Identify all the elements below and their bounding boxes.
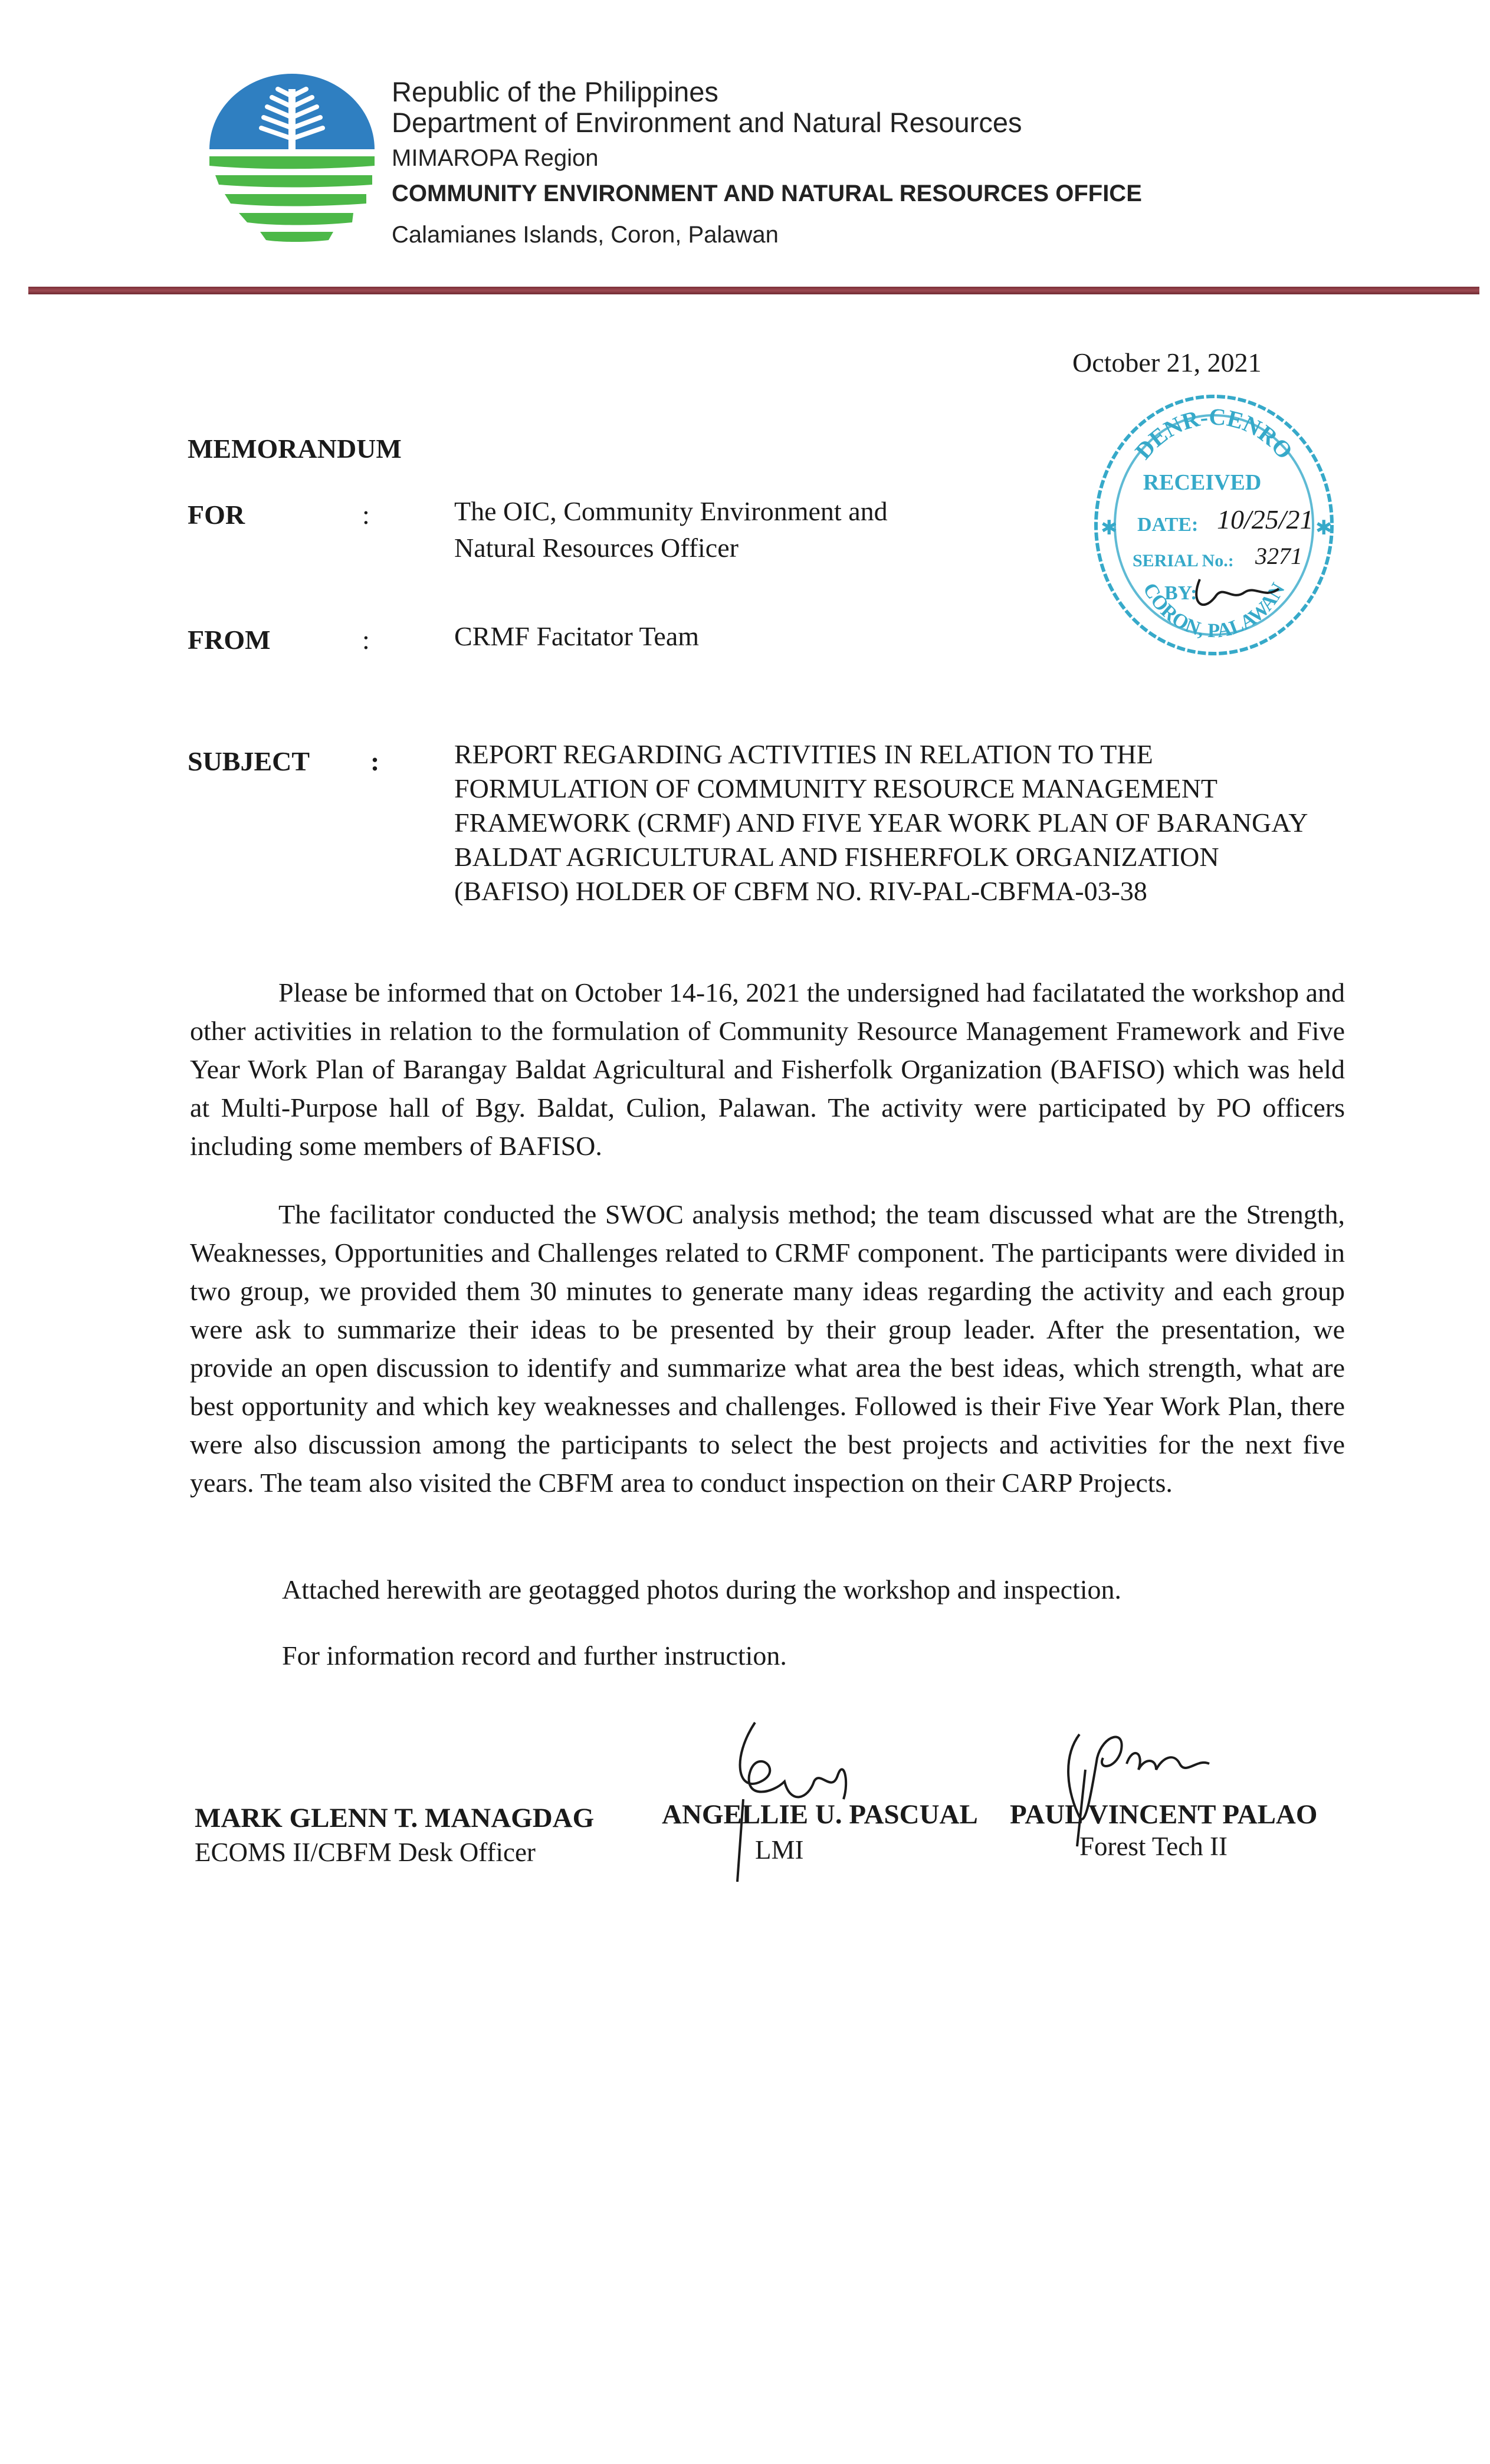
for-colon: : [362,500,370,530]
stamp-by-label: BY: [1164,582,1197,604]
letterhead-republic: Republic of the Philippines [392,76,718,107]
letterhead-divider [28,287,1479,294]
body-paragraph-1: Please be informed that on October 14-16, 2021 the undersigned had facilatated the workshop and other activities in relation to the formulation of Community Resource Management Framework and Five Year Work Plan of Barangay Baldat Agricultural and Fisherfolk Organization (BAFISO) which was held at Multi-Purpose hall of Bgy. Baldat, Culion, Palawan. The activity were participated by PO officers including some members of BAFISO. [190,977,1345,1161]
subject-colon: : [370,746,380,776]
signatory-3-title: Forest Tech II [1079,1832,1228,1861]
stamp-top-arc: DENR-CENRO [1130,403,1298,464]
from-value: CRMF Facitator Team [454,621,700,651]
for-value: The OIC, Community Environment and Natural Resources Officer [454,496,888,563]
letterhead-region: MIMAROPA Region [392,145,599,171]
letterhead-office: COMMUNITY ENVIRONMENT AND NATURAL RESOURCES OFFICE [392,181,1142,206]
for-label: FOR [188,500,245,530]
body-paragraph-2: The facilitator conducted the SWOC analysis method; the team discussed what are the Strength, Weaknesses, Opportunities and Challenges related to CRMF component. The participants were divided in two group, we provided them 30 minutes to generate many ideas regarding the activity and each group were ask to summarize their ideas to be presented by their group leader. After the presentation, we provide an open discussion to identify and summarize what area the best ideas, which strength, what are best opportunity and which key weaknesses and challenges. Followed is their Five Year Work Plan, there were also discussion among the participants to select the best projects and activities for the next five years. The team also visited the CBFM area to conduct inspection on their CARP Projects. [190,1199,1345,1498]
subject-value: REPORT REGARDING ACTIVITIES IN RELATION TO THE FORMULATION OF COMMUNITY RESOURCE MANAGEMENT FRAMEWORK (CRMF) AND FIVE YEAR WORK PLAN OF BARANGAY BALDAT AGRICULTURAL AND FISHERFOLK ORGANIZATION (BAFISO) HOLDER OF CBFM NO. RIV-PAL-CBFMA-03-38 [454,739,1307,906]
stamp-serial-value: 3271 [1255,543,1302,569]
body-paragraph-closing: For information record and further instruction. [282,1641,787,1671]
logo-blue-sky [209,74,375,149]
letterhead-address: Calamianes Islands, Coron, Palawan [392,222,779,248]
signatory-1-title: ECOMS II/CBFM Desk Officer [195,1838,536,1867]
stamp-date-label: DATE: [1137,514,1199,536]
stamp-bottom-arc: CORON, PALAWAN [1138,579,1289,642]
body-paragraph-attachment: Attached herewith are geotagged photos during the workshop and inspection. [282,1574,1122,1605]
memo-date: October 21, 2021 [1072,347,1262,378]
received-stamp [1084,389,1344,661]
signatory-1-name: MARK GLENN T. MANAGDAG [195,1803,595,1833]
stamp-star-right-icon: ✱ [1315,517,1333,539]
subject-label: SUBJECT [188,746,310,776]
memo-heading: MEMORANDUM [188,434,402,464]
stamp-received: RECEIVED [1143,470,1262,495]
logo-green-land [209,156,375,242]
stamp-date-value: 10/25/21 [1217,504,1314,534]
from-label: FROM [188,625,271,655]
signatory-2-title: LMI [755,1835,804,1865]
denr-logo [198,68,386,245]
stamp-star-left-icon: ✱ [1101,517,1118,539]
from-colon: : [362,625,370,655]
stamp-serial-label: SERIAL No.: [1133,551,1234,570]
signatory-2-name: ANGELLIE U. PASCUAL [662,1799,978,1830]
signatory-3-name: PAUL VINCENT PALAO [1010,1799,1318,1830]
letterhead-department: Department of Environment and Natural Resources [392,107,1022,138]
